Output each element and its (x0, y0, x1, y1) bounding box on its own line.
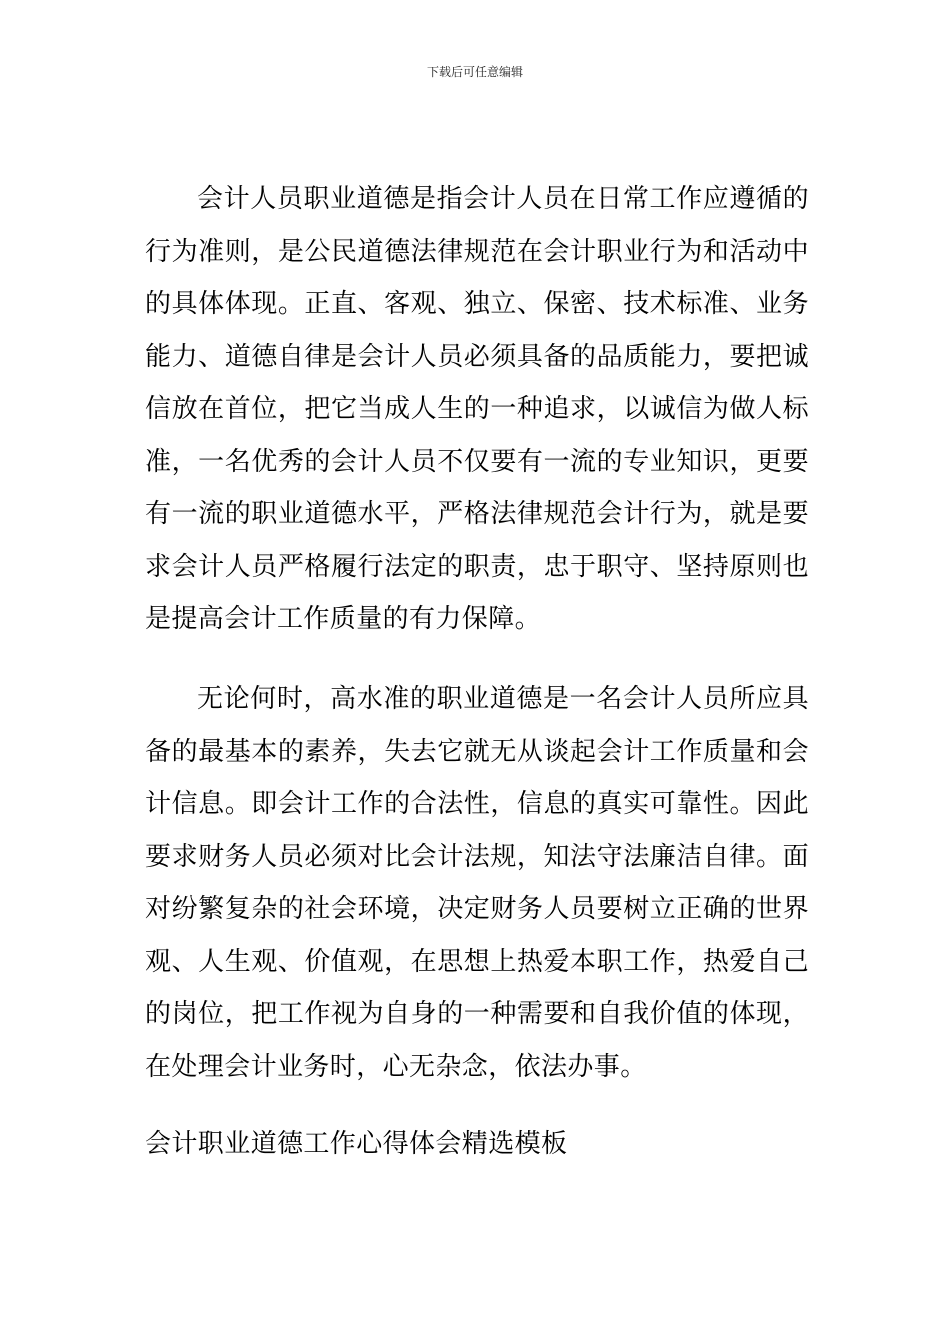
body-paragraph-1: 会计人员职业道德是指会计人员在日常工作应遵循的行为准则，是公民道德法律规范在会计职业行为和活动中的具体体现。正直、客观、独立、保密、技术标准、业务能力、道德自律是会计人员必须具备的品质能力，要把诚信放在首位，把它当成人生的一种追求，以诚信为做人标准，一名优秀的会计人员不仅要有一流的专业知识，更要有一流的职业道德水平，严格法律规范会计行为，就是要求会计人员严格履行法定的职责，忠于职守、坚持原则也是提高会计工作质量的有力保障。 (145, 184, 809, 634)
body-paragraph-2: 无论何时，高水准的职业道德是一名会计人员所应具备的最基本的素养，失去它就无从谈起会计工作质量和会计信息。即会计工作的合法性，信息的真实可靠性。因此要求财务人员必须对比会计法规，知法守法廉洁自律。面对纷繁复杂的社会环境，决定财务人员要树立正确的世界观、人生观、价值观，在思想上热爱本职工作，热爱自己的岗位，把工作视为自身的一种需要和自我价值的体现，在处理会计业务时，心无杂念，依法办事。 (145, 684, 809, 1082)
page-header-note: 下载后可任意编辑 (426, 65, 523, 79)
section-title: 会计职业道德工作心得体会精选模板 (145, 1129, 568, 1159)
